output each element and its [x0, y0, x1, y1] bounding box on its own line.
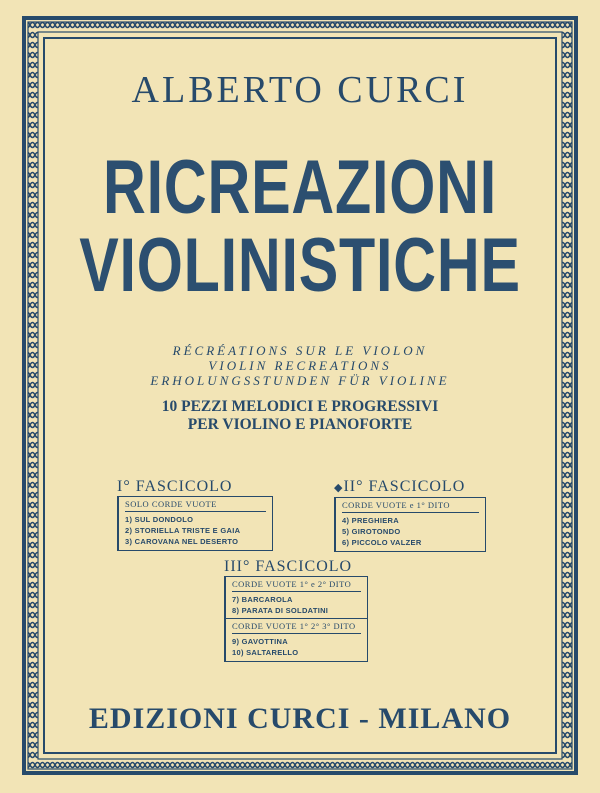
fascicolo-3-section-2-pieces	[232, 636, 361, 658]
title-line-2: VIOLINISTICHE	[79, 223, 521, 308]
piece-item: 7) BARCAROLA	[232, 595, 293, 604]
description	[0, 398, 600, 434]
description-line-2: PER VIOLINO E PIANOFORTE	[187, 416, 413, 433]
fascicolo-3-section-2-header: CORDE VUOTE 1° 2° 3° DITO	[232, 621, 361, 634]
piece-item: 2) STORIELLA TRISTE E GAIA	[125, 526, 241, 535]
fascicolo-3-section-2	[226, 618, 367, 661]
fascicolo-2	[330, 478, 486, 552]
fascicolo-3	[220, 558, 368, 662]
fascicolo-3-title: III° FASCICOLO	[224, 558, 353, 575]
piece-item: 10) SALTARELLO	[232, 648, 299, 657]
subtitle-german: ERHOLUNGSSTUNDEN FÜR VIOLINE	[150, 373, 450, 388]
fascicolo-2-title: II° FASCICOLO	[343, 478, 466, 495]
fascicolo-3-section-1-pieces	[232, 594, 361, 616]
fascicolo-2-pieces	[342, 515, 479, 548]
piece-item: 6) PICCOLO VALZER	[342, 538, 422, 547]
subtitle-translations	[0, 343, 600, 388]
piece-item: 3) CAROVANA NEL DESERTO	[125, 537, 239, 546]
title-line-1: RICREAZIONI	[103, 145, 497, 230]
subtitle-french: RÉCRÉATIONS SUR LE VIOLON	[172, 343, 428, 358]
author-name: ALBERTO CURCI	[131, 69, 469, 111]
fascicolo-1-box	[117, 496, 273, 551]
subtitle-english: VIOLIN RECREATIONS	[208, 358, 392, 373]
fascicolo-3-section-1-header: CORDE VUOTE 1° e 2° DITO	[232, 579, 361, 592]
diamond-icon: ◆	[334, 482, 344, 494]
piece-item: 1) SUL DONDOLO	[125, 515, 194, 524]
description-line-1: 10 PEZZI MELODICI E PROGRESSIVI	[161, 398, 439, 415]
fascicolo-1	[113, 478, 273, 551]
fascicolo-2-box	[334, 497, 486, 552]
piece-item: 8) PARATA DI SOLDATINI	[232, 606, 329, 615]
fascicolo-2-header: CORDE VUOTE e 1° DITO	[342, 500, 479, 513]
fascicolo-2-title-row	[330, 478, 486, 497]
piece-item: 5) GIROTONDO	[342, 527, 401, 536]
fascicolo-3-box	[224, 576, 368, 662]
piece-item: 9) GAVOTTINA	[232, 637, 288, 646]
piece-item: 4) PREGHIERA	[342, 516, 399, 525]
fascicolo-1-header: SOLO CORDE VUOTE	[125, 499, 266, 512]
fascicolo-1-title: I° FASCICOLO	[117, 478, 233, 495]
fascicolo-1-pieces	[125, 514, 266, 547]
fascicolo-3-section-1	[226, 577, 367, 618]
publisher-imprint: EDIZIONI CURCI - MILANO	[88, 702, 512, 735]
